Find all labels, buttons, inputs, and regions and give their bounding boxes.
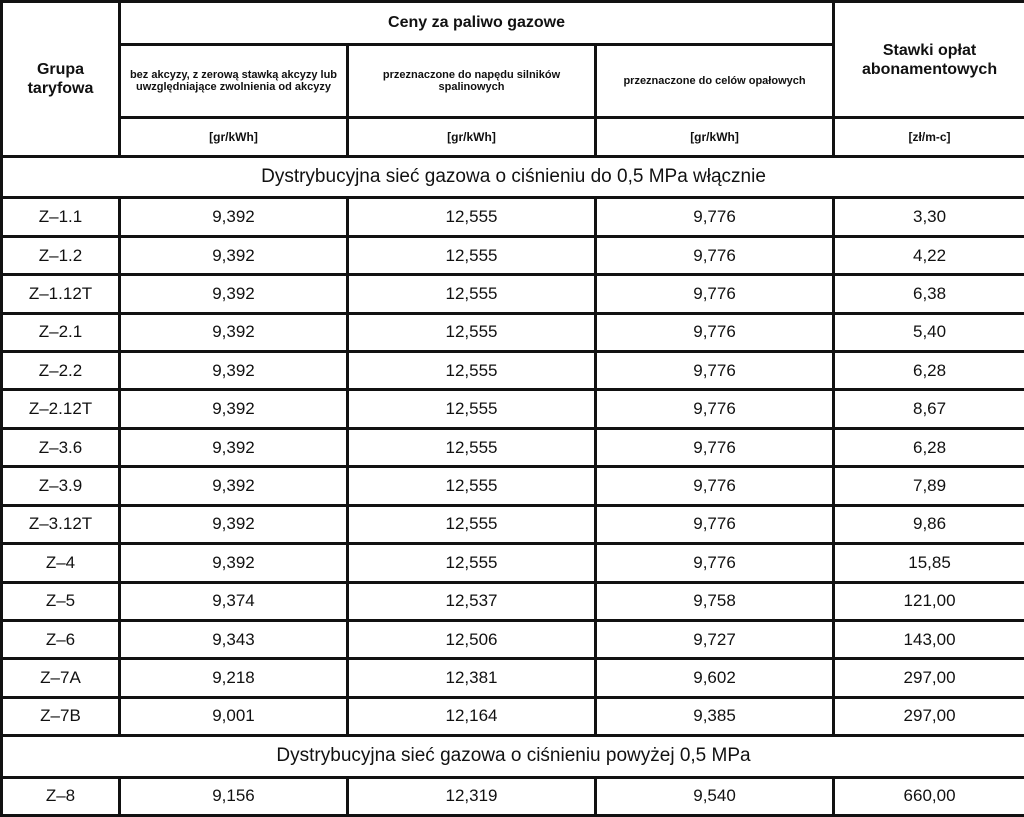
table-row xyxy=(2,313,1024,351)
cell-price-no-excise: 9,001 xyxy=(120,697,348,735)
cell-price-engines: 12,555 xyxy=(348,313,596,351)
cell-group: Z–5 xyxy=(2,582,120,620)
cell-group: Z–7B xyxy=(2,697,120,735)
cell-price-no-excise: 9,392 xyxy=(120,236,348,274)
cell-group: Z–4 xyxy=(2,544,120,582)
cell-price-heating: 9,776 xyxy=(596,275,834,313)
cell-price-no-excise: 9,156 xyxy=(120,777,348,815)
cell-group: Z–2.1 xyxy=(2,313,120,351)
cell-subscription-fee: 6,28 xyxy=(834,352,1024,390)
cell-price-engines: 12,319 xyxy=(348,777,596,815)
cell-subscription-fee: 4,22 xyxy=(834,236,1024,274)
cell-subscription-fee: 6,28 xyxy=(834,428,1024,466)
cell-price-no-excise: 9,392 xyxy=(120,428,348,466)
cell-subscription-fee: 7,89 xyxy=(834,467,1024,505)
table-row xyxy=(2,620,1024,658)
cell-price-engines: 12,506 xyxy=(348,620,596,658)
cell-price-engines: 12,555 xyxy=(348,352,596,390)
cell-group: Z–7A xyxy=(2,659,120,697)
table-row xyxy=(2,582,1024,620)
cell-price-heating: 9,776 xyxy=(596,313,834,351)
cell-price-no-excise: 9,392 xyxy=(120,313,348,351)
cell-subscription-fee: 3,30 xyxy=(834,198,1024,236)
cell-group: Z–8 xyxy=(2,777,120,815)
table-row xyxy=(2,198,1024,236)
cell-price-heating: 9,776 xyxy=(596,428,834,466)
cell-price-no-excise: 9,392 xyxy=(120,390,348,428)
section-title: Dystrybucyjna sieć gazowa o ciśnieniu powyżej 0,5 MPa xyxy=(2,736,1024,777)
cell-price-engines: 12,555 xyxy=(348,390,596,428)
cell-price-heating: 9,776 xyxy=(596,505,834,543)
cell-group: Z–3.9 xyxy=(2,467,120,505)
unit-col-3: [gr/kWh] xyxy=(596,118,834,157)
cell-subscription-fee: 121,00 xyxy=(834,582,1024,620)
unit-col-2: [gr/kWh] xyxy=(348,118,596,157)
cell-price-no-excise: 9,392 xyxy=(120,352,348,390)
cell-subscription-fee: 5,40 xyxy=(834,313,1024,351)
cell-price-engines: 12,537 xyxy=(348,582,596,620)
cell-price-engines: 12,381 xyxy=(348,659,596,697)
cell-subscription-fee: 143,00 xyxy=(834,620,1024,658)
cell-price-heating: 9,776 xyxy=(596,390,834,428)
cell-price-heating: 9,776 xyxy=(596,352,834,390)
cell-price-no-excise: 9,374 xyxy=(120,582,348,620)
cell-group: Z–3.12T xyxy=(2,505,120,543)
cell-price-no-excise: 9,392 xyxy=(120,544,348,582)
cell-price-no-excise: 9,392 xyxy=(120,198,348,236)
header-gas-prices: Ceny za paliwo gazowe xyxy=(120,2,834,45)
cell-price-engines: 12,555 xyxy=(348,198,596,236)
cell-group: Z–2.12T xyxy=(2,390,120,428)
cell-price-heating: 9,727 xyxy=(596,620,834,658)
cell-subscription-fee: 9,86 xyxy=(834,505,1024,543)
cell-price-no-excise: 9,392 xyxy=(120,467,348,505)
cell-price-no-excise: 9,392 xyxy=(120,505,348,543)
cell-group: Z–1.1 xyxy=(2,198,120,236)
header-group: Grupa taryfowa xyxy=(2,2,120,157)
table-row xyxy=(2,428,1024,466)
cell-price-heating: 9,385 xyxy=(596,697,834,735)
cell-group: Z–1.12T xyxy=(2,275,120,313)
cell-subscription-fee: 15,85 xyxy=(834,544,1024,582)
table-row xyxy=(2,505,1024,543)
section-title: Dystrybucyjna sieć gazowa o ciśnieniu do 0,5 MPa włącznie xyxy=(2,157,1024,198)
cell-price-heating: 9,602 xyxy=(596,659,834,697)
header-col-engines: przeznaczone do napędu silników spalinowych xyxy=(348,45,596,118)
cell-price-no-excise: 9,218 xyxy=(120,659,348,697)
cell-price-heating: 9,776 xyxy=(596,544,834,582)
table-row xyxy=(2,352,1024,390)
unit-col-1: [gr/kWh] xyxy=(120,118,348,157)
cell-price-engines: 12,555 xyxy=(348,544,596,582)
table-row xyxy=(2,659,1024,697)
cell-price-engines: 12,555 xyxy=(348,467,596,505)
header-subscription-fees: Stawki opłat abonamentowych xyxy=(834,2,1024,118)
cell-price-engines: 12,555 xyxy=(348,275,596,313)
cell-price-heating: 9,540 xyxy=(596,777,834,815)
cell-price-engines: 12,555 xyxy=(348,428,596,466)
table-row xyxy=(2,275,1024,313)
table-row xyxy=(2,544,1024,582)
table-row xyxy=(2,467,1024,505)
cell-price-heating: 9,758 xyxy=(596,582,834,620)
cell-subscription-fee: 8,67 xyxy=(834,390,1024,428)
cell-price-engines: 12,164 xyxy=(348,697,596,735)
cell-price-no-excise: 9,392 xyxy=(120,275,348,313)
header-col-no-excise: bez akcyzy, z zerową stawką akcyzy lub uwzględniające zwolnienia od akcyzy xyxy=(120,45,348,118)
cell-price-engines: 12,555 xyxy=(348,236,596,274)
cell-price-heating: 9,776 xyxy=(596,467,834,505)
table-row xyxy=(2,777,1024,815)
table-row xyxy=(2,390,1024,428)
cell-group: Z–1.2 xyxy=(2,236,120,274)
cell-price-heating: 9,776 xyxy=(596,236,834,274)
cell-group: Z–3.6 xyxy=(2,428,120,466)
cell-group: Z–2.2 xyxy=(2,352,120,390)
cell-price-engines: 12,555 xyxy=(348,505,596,543)
cell-subscription-fee: 297,00 xyxy=(834,659,1024,697)
cell-price-heating: 9,776 xyxy=(596,198,834,236)
cell-subscription-fee: 660,00 xyxy=(834,777,1024,815)
cell-price-no-excise: 9,343 xyxy=(120,620,348,658)
cell-subscription-fee: 6,38 xyxy=(834,275,1024,313)
unit-col-4: [zł/m-c] xyxy=(834,118,1024,157)
cell-subscription-fee: 297,00 xyxy=(834,697,1024,735)
table-row xyxy=(2,697,1024,735)
table-row xyxy=(2,236,1024,274)
header-col-heating: przeznaczone do celów opałowych xyxy=(596,45,834,118)
cell-group: Z–6 xyxy=(2,620,120,658)
